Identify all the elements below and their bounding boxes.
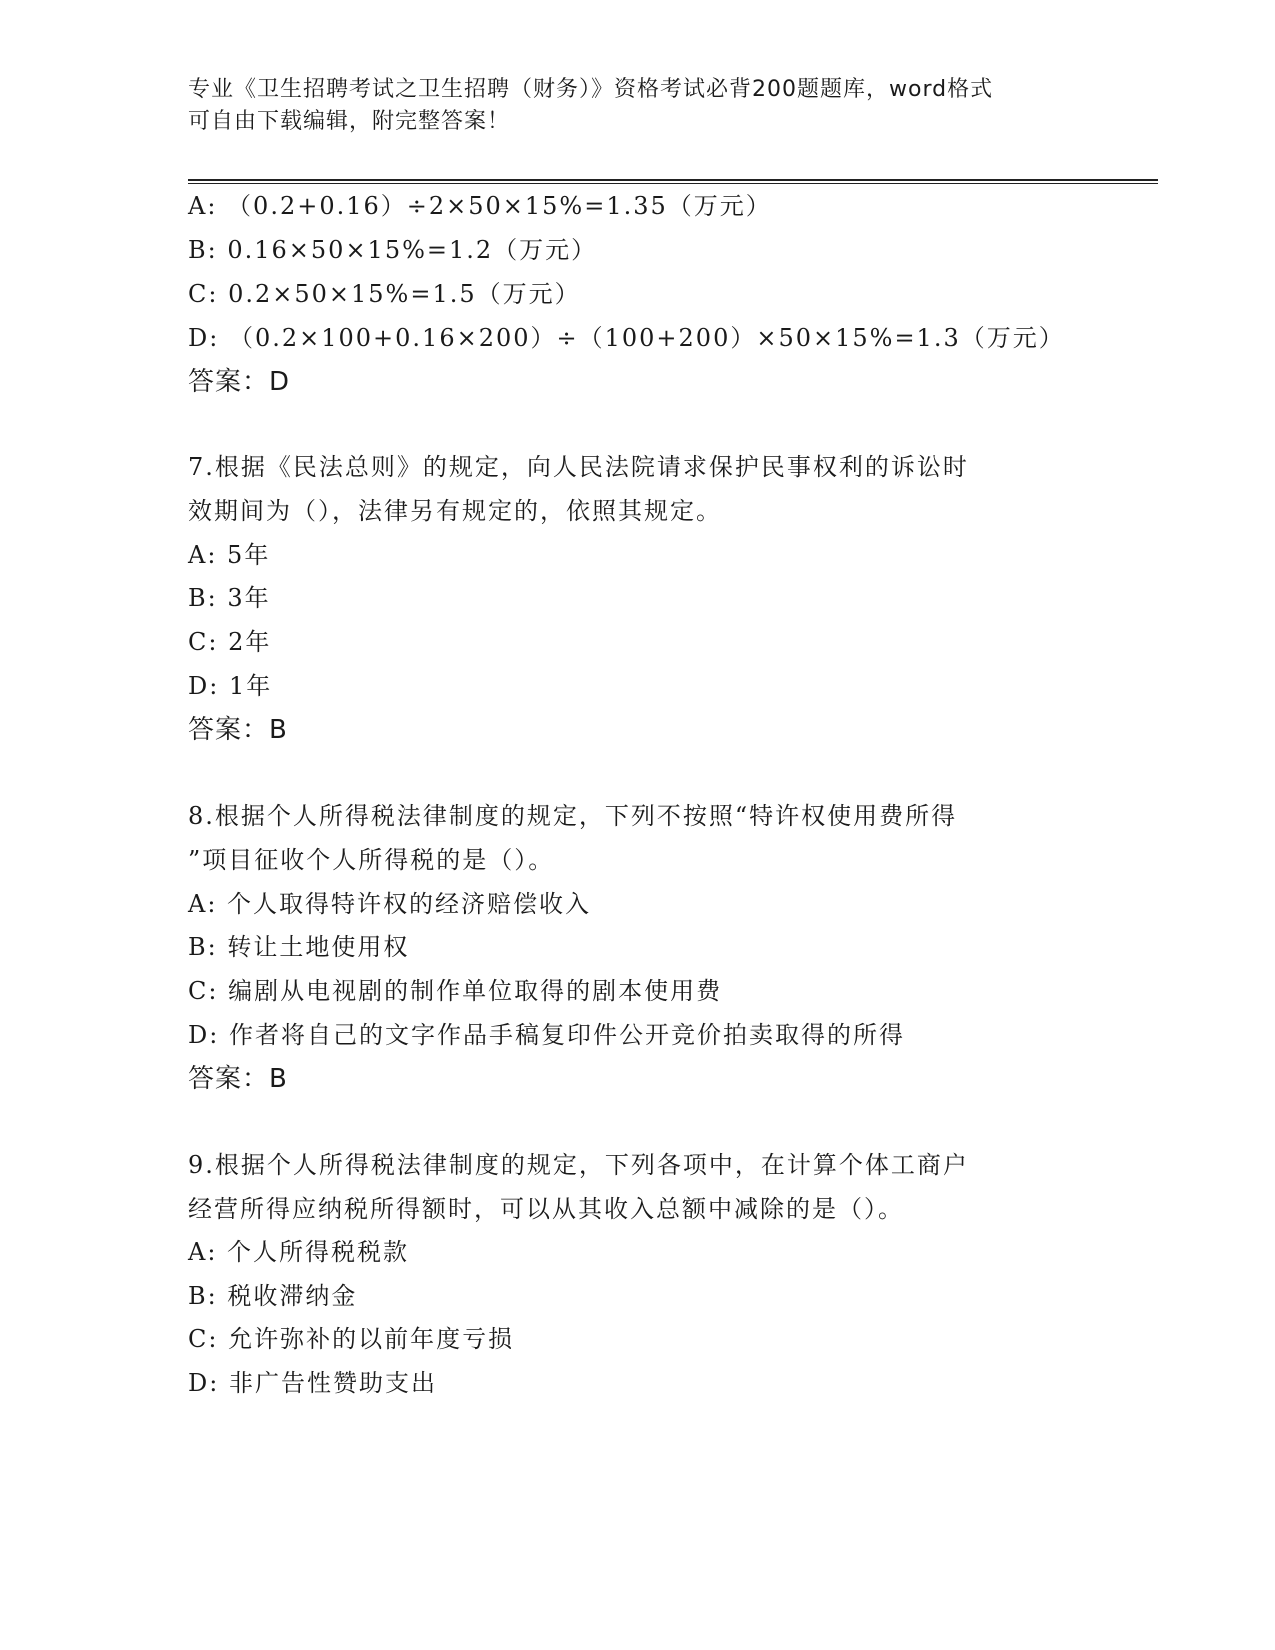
header-divider-thin [188, 183, 1158, 184]
q9-stem-line-1: 9.根据个人所得税法律制度的规定，下列各项中，在计算个体工商户 [188, 1151, 969, 1179]
q9-option-d: D: 非广告性赞助支出 [188, 1369, 437, 1397]
q6-option-a: A: （0.2+0.16）÷2×50×15%=1.35（万元） [188, 192, 772, 220]
q8-option-c: C: 编剧从电视剧的制作单位取得的剧本使用费 [188, 977, 723, 1005]
q8-stem-line-2: ”项目征收个人所得税的是（）。 [188, 846, 555, 874]
q8-stem-line-1: 8.根据个人所得税法律制度的规定，下列不按照“特许权使用费所得 [188, 802, 958, 830]
q7-option-b: B: 3年 [188, 584, 271, 612]
q8-option-b: B: 转让土地使用权 [188, 933, 410, 961]
q8-answer: 答案：B [188, 1064, 288, 1094]
q9-option-b: B: 税收滞纳金 [188, 1282, 358, 1310]
q9-option-a: A: 个人所得税税款 [188, 1238, 410, 1266]
header-divider [188, 179, 1158, 181]
q7-option-a: A: 5年 [188, 541, 271, 569]
q9-option-c: C: 允许弥补的以前年度亏损 [188, 1325, 515, 1353]
q8-option-a: A: 个人取得特许权的经济赔偿收入 [188, 890, 592, 918]
header-line-2: 可自由下载编辑，附完整答案！ [188, 109, 511, 134]
page-header [188, 74, 1068, 138]
q6-option-c: C: 0.2×50×15%=1.5（万元） [188, 280, 581, 308]
q7-option-c: C: 2年 [188, 628, 272, 656]
q6-option-b: B: 0.16×50×15%=1.2（万元） [188, 236, 598, 264]
q8-option-d: D: 作者将自己的文字作品手稿复印件公开竞价拍卖取得的所得 [188, 1021, 905, 1049]
q7-option-d: D: 1年 [188, 672, 273, 700]
q6-option-d: D: （0.2×100+0.16×200）÷（100+200）×50×15%=1.3（万元） [188, 324, 1065, 352]
q7-stem-line-1: 7.根据《民法总则》的规定，向人民法院请求保护民事权利的诉讼时 [188, 453, 969, 481]
q9-stem-line-2: 经营所得应纳税所得额时，可以从其收入总额中减除的是（）。 [188, 1195, 904, 1223]
q6-answer: 答案：D [188, 367, 291, 397]
header-line-1: 专业《卫生招聘考试之卫生招聘（财务）》资格考试必背200题题库，word格式 [188, 77, 994, 102]
q7-answer: 答案：B [188, 715, 288, 745]
q7-stem-line-2: 效期间为（），法律另有规定的，依照其规定。 [188, 497, 722, 525]
